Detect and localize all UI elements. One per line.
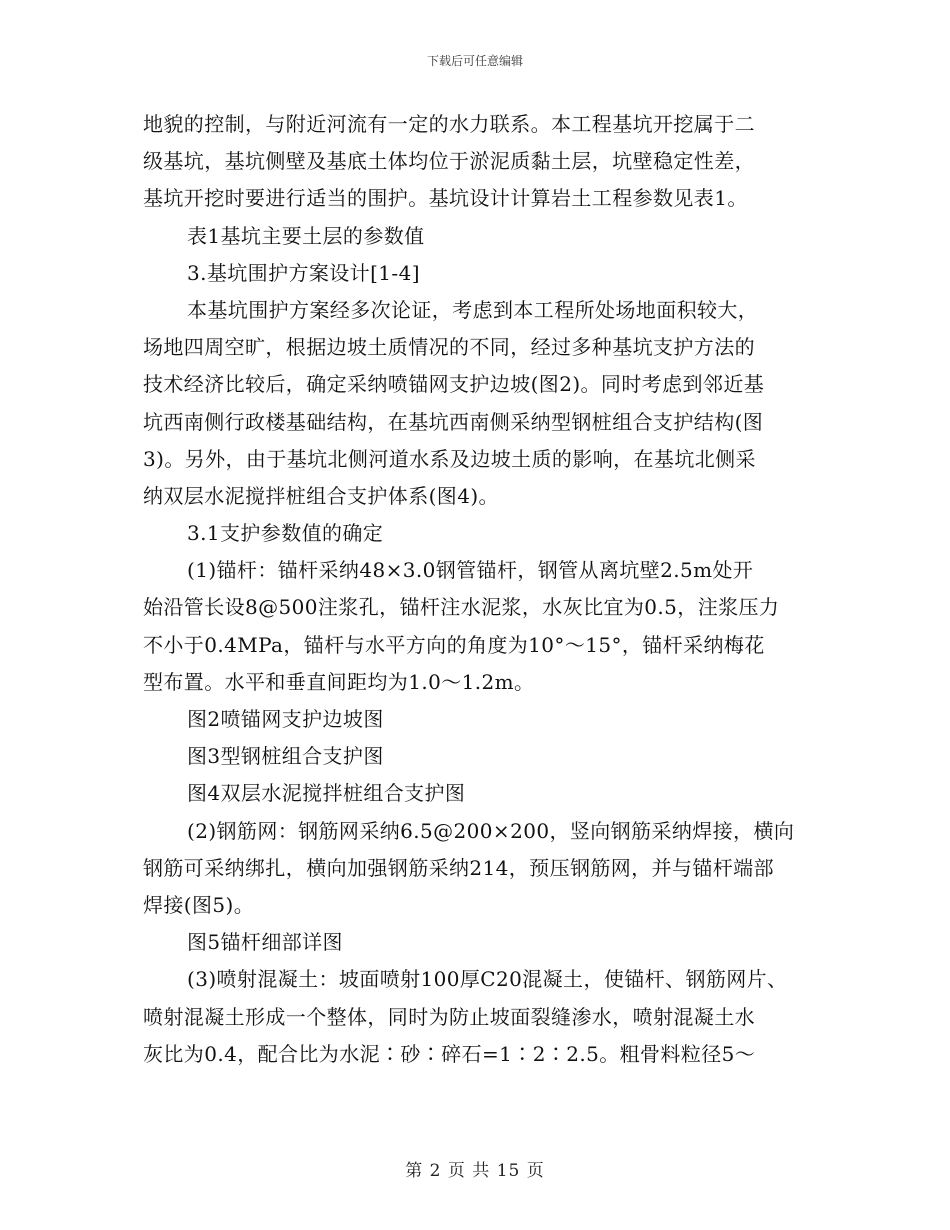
- page-header-note: 下载后可任意编辑: [426, 54, 523, 68]
- text-line: 纳双层水泥搅拌桩组合支护体系(图4)。: [143, 483, 499, 508]
- text-line: 钢筋可采纳绑扎，横向加强钢筋采纳214，预压钢筋网，并与锚杆端部: [143, 855, 774, 880]
- text-line: (1)锚杆：锚杆采纳48×3.0钢管锚杆，钢管从离坑壁2.5m处开: [187, 558, 754, 583]
- text-line: 场地四周空旷，根据边坡土质情况的不同，经过多种基坑支护方法的: [143, 335, 755, 360]
- text-line: 焊接(图5)。: [143, 892, 255, 917]
- figure-caption: 图5锚杆细部详图: [187, 930, 343, 955]
- text-line: 喷射混凝土形成一个整体，同时为防止坡面裂缝渗水，喷射混凝土水: [143, 1004, 755, 1029]
- table-caption: 表1基坑主要土层的参数值: [187, 223, 425, 248]
- section-heading: 3.基坑围护方案设计[1-4]: [187, 260, 420, 285]
- figure-caption: 图4双层水泥搅拌桩组合支护图: [187, 781, 466, 806]
- text-line: (3)喷射混凝土：坡面喷射100厚C20混凝土，使锚杆、钢筋网片、: [187, 967, 788, 992]
- text-line: 级基坑，基坑侧壁及基底土体均位于淤泥质黏土层，坑壁稳定性差，: [143, 149, 755, 174]
- document-body: [143, 106, 815, 1073]
- text-line: 始沿管长设8@500注浆孔，锚杆注水泥浆，水灰比宜为0.5，注浆压力: [143, 595, 780, 620]
- text-line: 灰比为0.4，配合比为水泥∶砂∶碎石=1∶2∶2.5。粗骨料粒径5～: [143, 1041, 756, 1066]
- page-number: 第 2 页 共 15 页: [405, 1161, 545, 1181]
- text-line: 不小于0.4MPa，锚杆与水平方向的角度为10°～15°，锚杆采纳梅花: [143, 632, 765, 657]
- text-line: (2)钢筋网：钢筋网采纳6.5@200×200，竖向钢筋采纳焊接，横向: [187, 818, 795, 843]
- text-line: 3)。另外，由于基坑北侧河道水系及边坡土质的影响，在基坑北侧采: [143, 446, 756, 471]
- text-line: 坑西南侧行政楼基础结构，在基坑西南侧采纳型钢桩组合支护结构(图: [143, 409, 764, 434]
- text-line: 本基坑围护方案经多次论证，考虑到本工程所处场地面积较大，: [187, 297, 759, 322]
- text-line: 型布置。水平和垂直间距均为1.0～1.2m。: [143, 669, 535, 694]
- text-line: 技术经济比较后，确定采纳喷锚网支护边坡(图2)。同时考虑到邻近基: [143, 372, 765, 397]
- figure-caption: 图2喷锚网支护边坡图: [187, 707, 384, 731]
- text-line: 地貌的控制，与附近河流有一定的水力联系。本工程基坑开挖属于二: [143, 112, 755, 136]
- text-line: 基坑开挖时要进行适当的围护。基坑设计计算岩土工程参数见表1。: [143, 186, 748, 211]
- subsection-heading: 3.1支护参数值的确定: [187, 521, 384, 546]
- figure-caption: 图3型钢桩组合支护图: [187, 744, 384, 769]
